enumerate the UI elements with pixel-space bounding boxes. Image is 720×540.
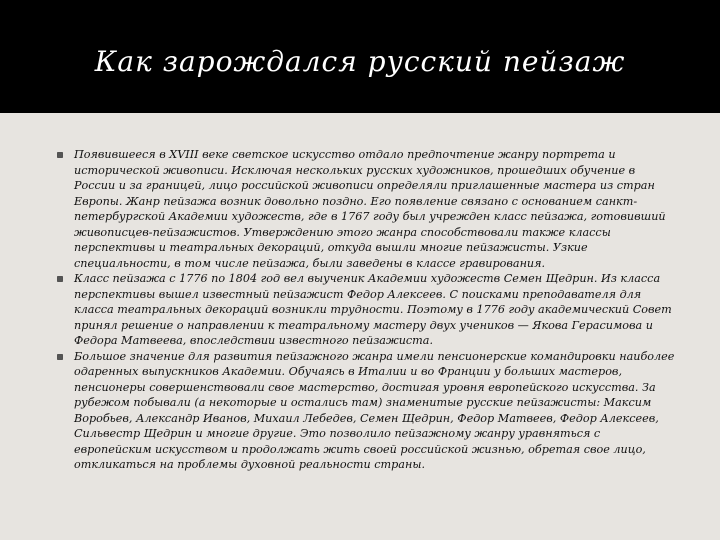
square-bullet-icon (57, 354, 63, 360)
bullet-paragraph-3 (74, 349, 678, 473)
slide-body (74, 147, 678, 473)
bullet-text: Класс пейзажа с 1776 по 1804 год вел выученик Академии художеств Семен Щедрин. Из класса перспективы вышел известный пейзажист Федор Алексеев. С поисками преподавателя для класса театральных декораций возникли трудности. Поэтому в 1776 году академический Совет принял решение о направлении к театральному мастеру двух учеников — Якова Герасимова и Федора Матвеева, впоследствии известного пейзажиста. (74, 272, 672, 347)
slide-title: Как зарождался русский пейзаж (94, 45, 626, 78)
title-bar (0, 0, 720, 113)
square-bullet-icon (57, 152, 63, 158)
bullet-text: Появившееся в XVIII веке светское искусство отдало предпочтение жанру портрета и исторической живописи. Исключая нескольких русских художников, прошедших обучение в России и за границей, лицо российской живописи определяли приглашенные мастера из стран Европы. Жанр пейзажа возник довольно поздно. Его появление связано с основанием санкт-петербургской Академии художеств, где в 1767 году был учрежден класс пейзажа, готовивший живописцев-пейзажистов. Утверждению этого жанра способствовали также классы перспективы и театральных декораций, откуда вышли многие пейзажисты. Узкие специальности, в том числе пейзажа, были заведены в классе гравирования. (74, 148, 666, 270)
bullet-paragraph-2 (74, 271, 678, 349)
square-bullet-icon (57, 276, 63, 282)
bullet-paragraph-1 (74, 147, 678, 271)
bullet-text: Большое значение для развития пейзажного жанра имели пенсионерские командировки наиболее одаренных выпускников Академии. Обучаясь в Италии и во Франции у больших мастеров, пенсионеры совершенствовали свое мастерство, достигая уровня европейского искусства. За рубежом побывали (а некоторые и остались там) знаменитые русские пейзажисты: Максим Воробьев, Александр Иванов, Михаил Лебедев, Семен Щедрин, Федор Матвеев, Федор Алексеев, Сильвестр Щедрин и многие другие. Это позволило пейзажному жанру уравняться с европейским искусством и продолжать жить своей российской жизнью, обретая свое лицо, откликаться на проблемы духовной реальности страны. (74, 349, 675, 471)
